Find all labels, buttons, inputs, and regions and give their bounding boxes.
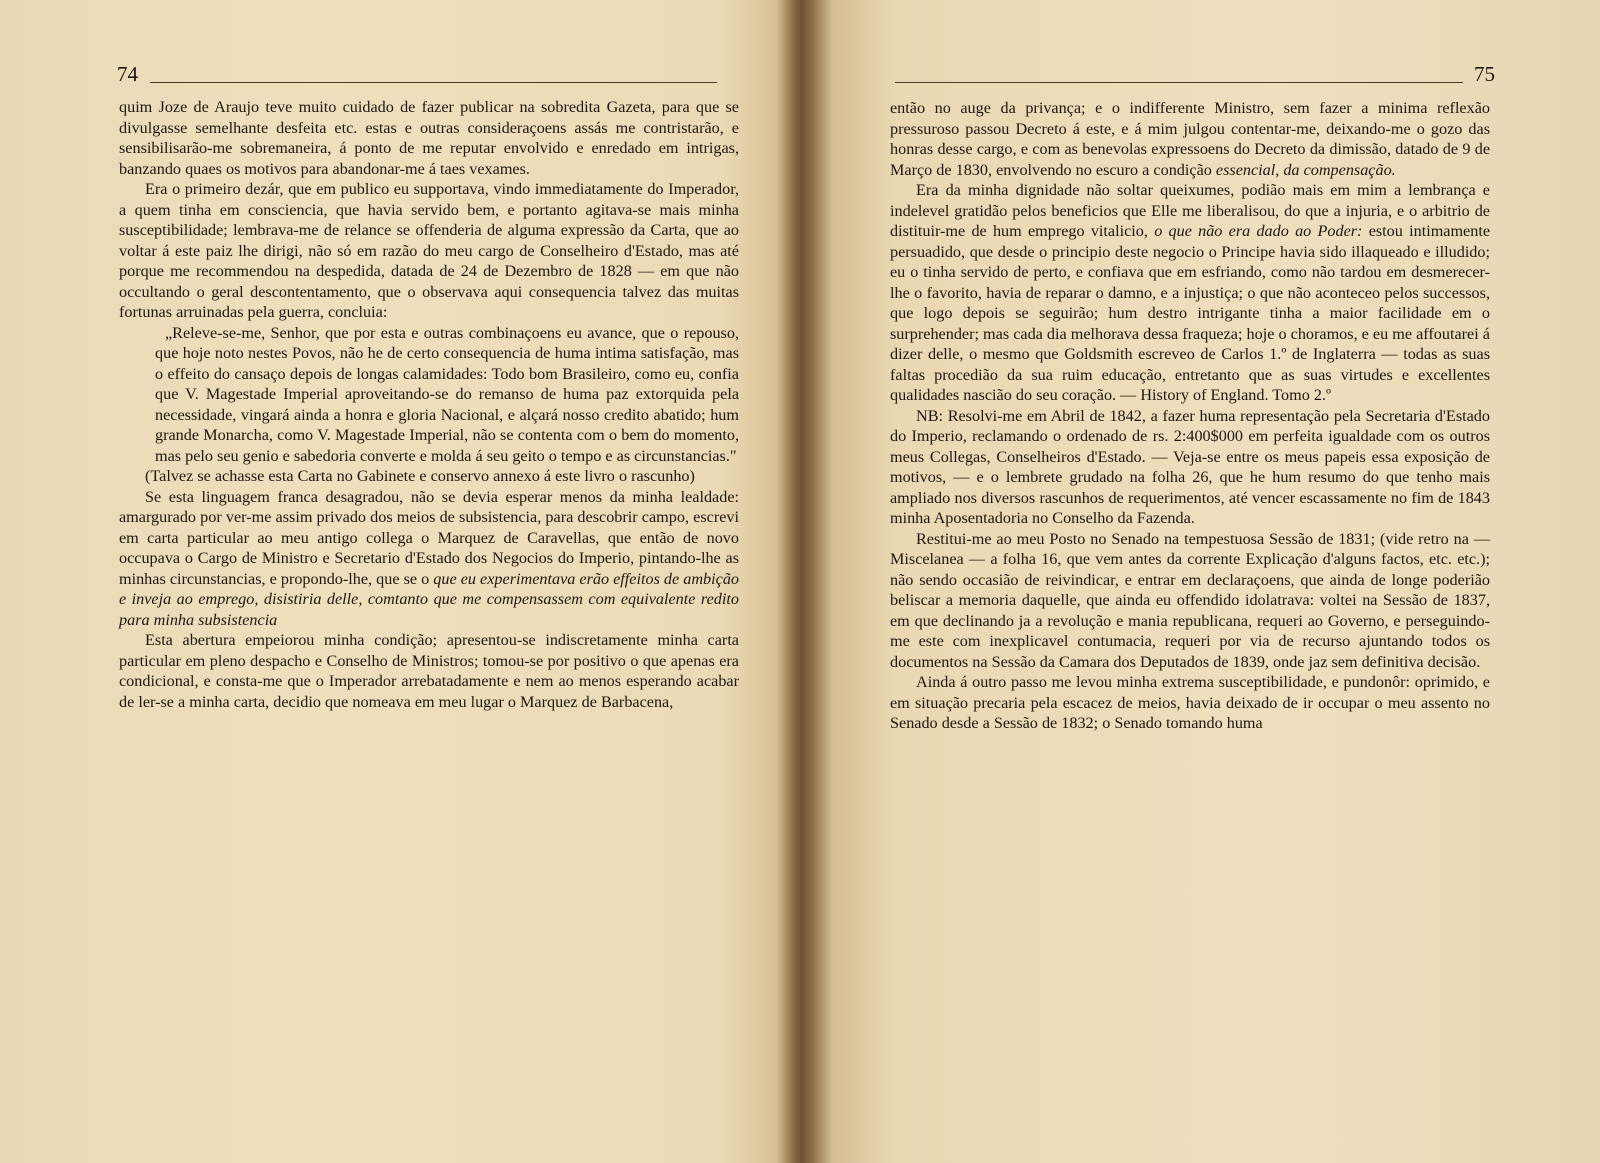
italic-text: o que não era dado ao Poder: <box>1154 222 1363 240</box>
paragraph <box>890 180 1490 406</box>
paragraph-nb: NB: Resolvi-me em Abril de 1842, a fazer huma representação pela Secretaria d'Estado do Imperio, reclamando o ordenado de rs. 2:400$000 em perfeita igualdade com os outros meus Collegas, Conselheiros d'Estado. — Veja-se entre os meus papeis essa exposição de motivos, — e o lembrete grudado na folha 26, que he hum resumo do que tenho mais ampliado nos diversos rascunhos de requerimentos, até vencer escassamente no fim de 1843 minha Aposentadoria no Conselho da Fazenda. <box>890 406 1490 527</box>
paragraph-text: então no auge da privança; e o indifferente Ministro, sem fazer a minima reflexão pressuroso passou Decreto á este, e á mim julgou contentar-me, deixando-me o gozo das honras desse cargo, e com as benevolas expressoens do Decreto da dimissão, datado de 9 de Março de 1830, envolvendo no escuro a condição <box>890 99 1490 179</box>
page-number: 74 <box>117 62 138 86</box>
page-number: 75 <box>1474 62 1495 86</box>
paragraph: Esta abertura empeiorou minha condição; apresentou-se indiscretamente minha carta particular em pleno despacho e Conselho de Ministros; tomou-se por positivo o que apenas era condicional, e consta-me que o Imperador arrebatadamente e nem ao menos esperando acabar de ler-se a minha carta, decidio que nomeava em meu lugar o Marquez de Barbacena, <box>119 631 739 711</box>
right-page <box>810 0 1600 1163</box>
paragraph: Ainda á outro passo me levou minha extrema susceptibilidade, e pundonôr: oprimido, e em situação precaria pela escacez de meios, havia deixado de ir occupar o meu assento no Senado desde a Sessão de 1832; o Senado tomando huma <box>890 673 1490 732</box>
quoted-letter: „Releve-se-me, Senhor, que por esta e outras combinaçoens eu avance, que o repouso, que hoje noto nestes Povos, não he de certo consequencia de huma intima satisfação, mas o effeito do cansaço depois de longas calamidades: Todo bom Brasileiro, como eu, confia que V. Magestade Imperial aproveitando-se do remanso de huma paz extorquida pela necessidade, vingará ainda a honra e gloria Nacional, e alçará nosso credito abatido; hum grande Monarcha, como V. Magestade Imperial, não se contenta com o bem do momento, mas pelo seu genio e sabedoria converte e molda á seu geito o tempo e as circunstancias." <box>155 323 739 465</box>
page-body <box>890 98 1490 734</box>
italic-text: essencial, da compensação. <box>1215 160 1396 179</box>
header-rule <box>150 82 717 83</box>
paragraph <box>119 487 739 631</box>
italic-text: que eu experimentava erão effeitos de ambição e inveja ao emprego, disistiria delle, comtanto que me compensassem com equivalente redito para minha subsistencia <box>119 569 740 629</box>
paragraph-text: estou intimamente persuadido, que desde o principio deste negocio o Principe havia sido illaqueado e illudido; eu o tinha servido de perto, e confiava que em esfriando, como não tardou em desmerecer-lhe o favorito, havia de reparar o damno, e a injustiça; o que não aconteceo pelos successos, que logo depois se seguirão; hum destro intrigante tinha a maior facilidade em o surprehender; mas cada dia melhorava dessa fraqueza; hoje o choramos, e eu me affoutarei á dizer delle, o mesmo que Goldsmith escreveo de Carlos 1.º de Inglaterra — todas as suas faltas procedião da sua ruim educação, entretanto que as suas virtudes e excellentes qualidades nascião do seu coração. — History of England. Tomo 2.º <box>890 222 1491 404</box>
paragraph-text: Era da minha dignidade não soltar queixumes, podião mais em mim a lembrança e indelevel gratidão pelos beneficios que Elle me liberalisou, do que a injuria, e o arbitrio de distituir-me de hum emprego vitalicio, <box>890 181 1490 240</box>
header-rule <box>895 82 1463 83</box>
paragraph-note: (Talvez se achasse esta Carta no Gabinete e conservo annexo á este livro o rascunho) <box>145 467 695 485</box>
paragraph <box>890 98 1490 180</box>
paragraph: quim Joze de Araujo teve muito cuidado de fazer publicar na sobredita Gazeta, para que se divulgasse semelhante desfeita etc. estas e outras consideraçoens assás me contristarão, e sensibilisarão-me sobremaneira, á ponto de me reputar envolvido e enredado em intrigas, banzando quaes os motivos para abandonar-me á taes vexames. <box>119 98 739 178</box>
paragraph-text: Se esta linguagem franca desagradou, não se devia esperar menos da minha lealdade: amargurado por ver-me assim privado dos meios de subsistencia, para descobrir campo, escrevi em carta particular ao meu antigo collega o Marquez de Caravellas, que então de novo occupava o Cargo de Ministro e Secretario d'Estado dos Negocios do Imperio, pintando-lhe as minhas circunstancias, e propondo-lhe, que se o <box>119 487 739 588</box>
paragraph: Era o primeiro dezár, que em publico eu supportava, vindo immediatamente do Imperador, a quem tinha em consciencia, que havia servido bem, e portanto agitava-se mais minha susceptibilidade; lembrava-me de relance se offenderia de alguma expressão da Carta, que ao voltar á este paiz lhe dirigi, não só em razão do meu cargo de Conselheiro d'Estado, mas até porque me recommendou na despedida, datada de 24 de Dezembro de 1828 — em que não occultando o geral descontentamento, que o observava aqui consequencia talvez das muitas fortunas arruinadas pela guerra, concluia: <box>119 180 739 321</box>
page-body <box>119 97 739 712</box>
paragraph: Restitui-me ao meu Posto no Senado na tempestuosa Sessão de 1831; (vide retro na — Miscelanea — a folha 16, que vem antes da corrente Explicação d'alguns factos, etc. etc.); não sendo occasião de reivindicar, e entrar em declaraçoens, que ainda de longe poderião beliscar a memoria daquelle, que ainda eu offendido idolatrava: voltei na Sessão de 1837, em que declinando ja a revolução e mania republicana, requeri ao Governo, e perseguindo-me este com inexplicavel contumacia, requeri por via de recurso ajuntando todos os documentos na Sessão da Camara dos Deputados de 1839, onde jaz sem definitiva decisão. <box>890 529 1490 671</box>
